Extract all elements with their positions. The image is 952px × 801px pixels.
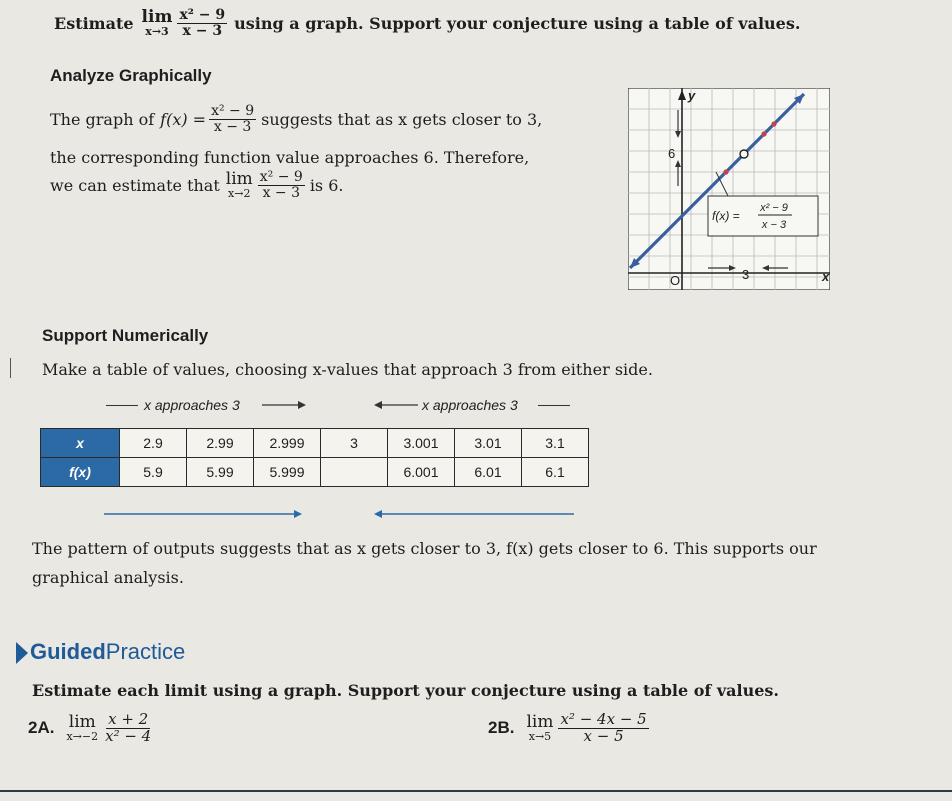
table-cell: 2.9 (120, 429, 187, 458)
table-cell: 5.999 (254, 458, 321, 487)
problem-2b-limit: lim x→5 (526, 712, 554, 744)
y-axis-label: y (688, 88, 696, 103)
right-caption-arrow (372, 399, 418, 411)
table-cell: 3.01 (455, 429, 522, 458)
graph-fx-label: f(x) = (712, 209, 740, 223)
x-tick-three: 3 (742, 267, 750, 282)
analyze-limit: lim x→2 (225, 169, 253, 201)
problem-2b (488, 712, 652, 745)
table-cell: 3 (321, 429, 388, 458)
table-cell: 6.01 (455, 458, 522, 487)
table-cell: 6.1 (522, 458, 589, 487)
limit-fraction: $\frac{\text{x² − 9}}{x - 3}$ (179, 7, 226, 39)
problem-2a-fraction: $\frac{x + 2}{\text{x² − 4}}$ (105, 710, 152, 745)
approach-point (761, 131, 766, 136)
support-text: Make a table of values, choosing x-values that approach 3 from either side. (42, 360, 653, 379)
x-header: x (41, 429, 120, 458)
right-caption-line (538, 405, 570, 406)
table-cell: 5.9 (120, 458, 187, 487)
y-tick-six: 6 (668, 146, 676, 161)
analyze-fraction: $\frac{\text{x² − 9}}{x - 3}$ (211, 103, 255, 135)
analyze-line-3: we can estimate that lim x→2 $\frac{\text{x² − 9}}{x - 3}$ is 6. (50, 169, 344, 201)
values-table (40, 428, 589, 487)
table-row-x (41, 429, 589, 458)
problem-2a-label: 2A. (28, 718, 55, 738)
problem-2b-fraction: $\frac{\text{x² − 4x − 5}}{x - 5}$ (560, 710, 647, 745)
approach-point (723, 169, 728, 174)
table-cell: 6.001 (388, 458, 455, 487)
guided-practice-title: GuidedPractice (30, 639, 186, 664)
problem-2a (28, 712, 156, 745)
analyze-limit-fraction: $\frac{\text{x² − 9}}{x - 3}$ (259, 169, 303, 201)
right-caption: x approaches 3 (422, 397, 518, 413)
analyze-line-2: the corresponding function value approaches 6. Therefore, (50, 148, 530, 167)
x-axis-label: x (822, 269, 830, 284)
function-graph (628, 88, 830, 290)
problem-2b-label: 2B. (488, 718, 515, 738)
table-cell: 2.99 (187, 429, 254, 458)
table-cell: 2.999 (254, 429, 321, 458)
hole-point (740, 150, 748, 158)
conclusion-line-1: The pattern of outputs suggests that as x gets closer to 3, f(x) gets closer to 6. This supports our (32, 539, 817, 558)
page-bottom-border (0, 790, 952, 792)
left-caption: x approaches 3 (144, 397, 240, 413)
fx-header: f(x) (41, 458, 120, 487)
guided-instruction: Estimate each limit using a graph. Support your conjecture using a table of values. (32, 681, 779, 700)
below-table-arrow-left (372, 508, 574, 520)
left-caption-arrow (262, 399, 308, 411)
problem-statement (54, 8, 800, 38)
origin-label: O (670, 273, 681, 288)
support-heading: Support Numerically (42, 326, 209, 345)
graph-frac-num: x² − 9 (760, 202, 788, 214)
estimate-word: Estimate (54, 13, 134, 33)
approach-point (771, 121, 776, 126)
problem-rest: using a graph. Support your conjecture using a table of values. (234, 13, 801, 33)
left-margin-marker (0, 358, 11, 378)
analyze-heading: Analyze Graphically (50, 66, 212, 85)
left-caption-line (106, 405, 138, 406)
analyze-line-1: The graph of f(x) = $\frac{\text{x² − 9}}{x - 3}$ suggests that as x gets closer to 3, (50, 103, 543, 135)
guided-practice-marker (16, 642, 28, 664)
limit-notation: lim x→3 (141, 7, 173, 39)
table-cell: 3.1 (522, 429, 589, 458)
table-cell: 3.001 (388, 429, 455, 458)
problem-2a-limit: lim x→−2 (66, 712, 99, 744)
table-row-fx (41, 458, 589, 487)
conclusion-line-2: graphical analysis. (32, 568, 184, 587)
table-cell: 5.99 (187, 458, 254, 487)
below-table-arrow-right (104, 508, 304, 520)
table-cell (321, 458, 388, 487)
graph-frac-den: x − 3 (761, 219, 787, 231)
